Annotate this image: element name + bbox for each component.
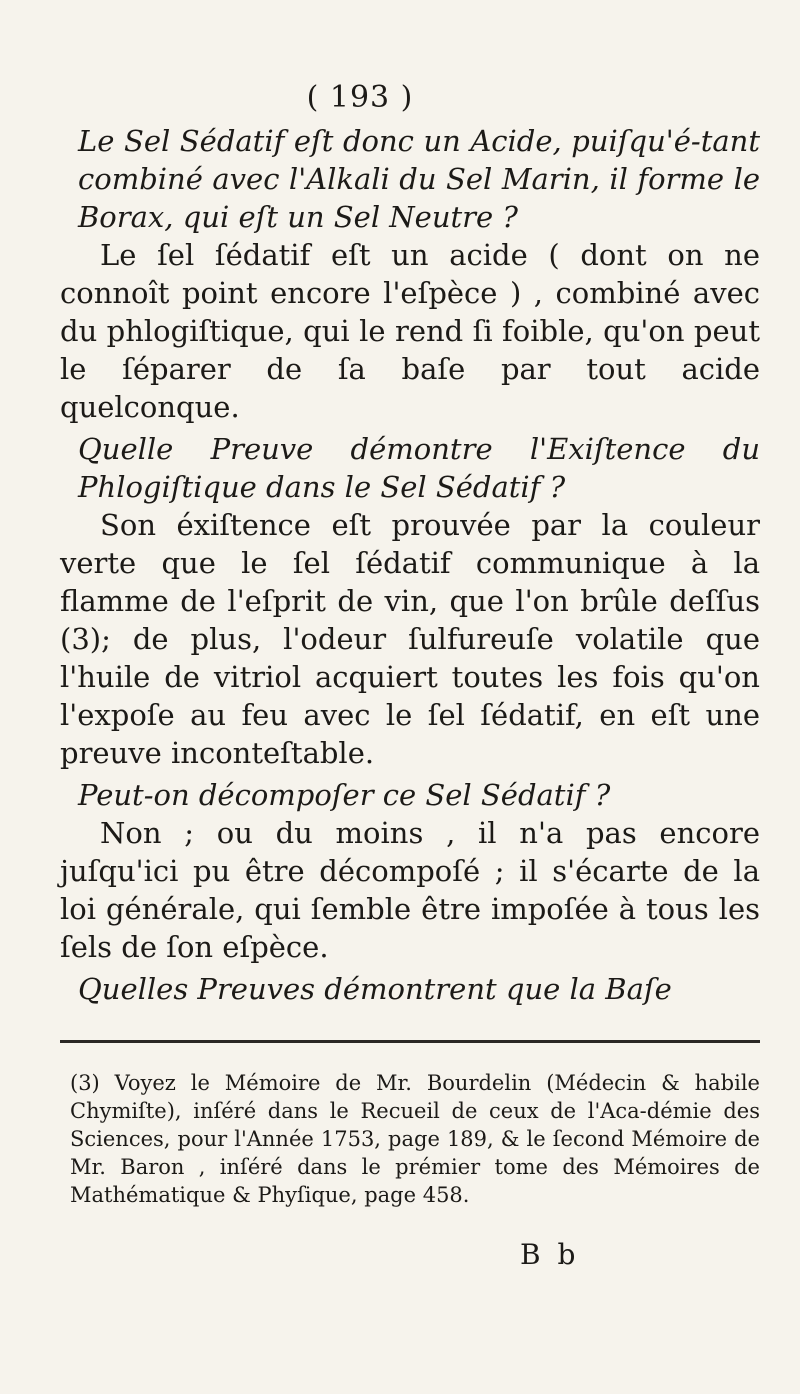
answer-2: Son éxiſtence eſt prouvée par la couleur verte que le ſel ſédatif communique à la flamme de l'eſprit de vin, que l'on brûle deſſus (3); de plus, l'odeur ſulfureuſe volatile que l'huile de vitriol acquiert toutes les fois qu'on l'expoſe au feu avec le ſel ſédatif, en eſt une preuve inconteſtable.	[60, 508, 760, 770]
question-3: Peut-on décompoſer ce Sel Sédatif ?	[78, 778, 611, 812]
page-number: ( 193 )	[306, 80, 414, 115]
footnote-divider	[60, 1040, 760, 1043]
signature-mark: B b	[520, 1238, 580, 1271]
footnote: (3) Voyez le Mémoire de Mr. Bourdelin (Médecin & habile Chymiſte), inſéré dans le Recueil de ceux de l'Aca-démie des Sciences, pour l'Année 1753, page 189, & le ſecond Mémoire de Mr. Baron , inſéré dans le prémier tome des Mémoires de Mathématique & Phyſique, page 458.	[70, 1071, 760, 1207]
page-body	[60, 78, 760, 1209]
question-1: Le Sel Sédatif eſt donc un Acide, puiſqu'é-tant combiné avec l'Alkali du Sel Marin, il forme le Borax, qui eſt un Sel Neutre ?	[78, 124, 760, 234]
answer-3: Non ; ou du moins , il n'a pas encore juſqu'ici pu être décompoſé ; il s'écarte de la loi générale, qui ſemble être impoſée à tous les ſels de ſon eſpèce.	[60, 816, 760, 964]
answer-1: Le ſel ſédatif eſt un acide ( dont on ne connoît point encore l'eſpèce ) , combiné avec du phlogiſtique, qui le rend ſi foible, qu'on peut le ſéparer de ſa baſe par tout acide quelconque.	[60, 238, 760, 424]
question-2: Quelle Preuve démontre l'Exiſtence du Phlogiſtique dans le Sel Sédatif ?	[78, 432, 760, 504]
qa-block-4	[60, 970, 760, 1008]
qa-block-3	[60, 776, 760, 966]
qa-block-1	[60, 122, 760, 426]
qa-block-2	[60, 430, 760, 772]
question-4: Quelles Preuves démontrent que la Baſe	[78, 972, 672, 1006]
